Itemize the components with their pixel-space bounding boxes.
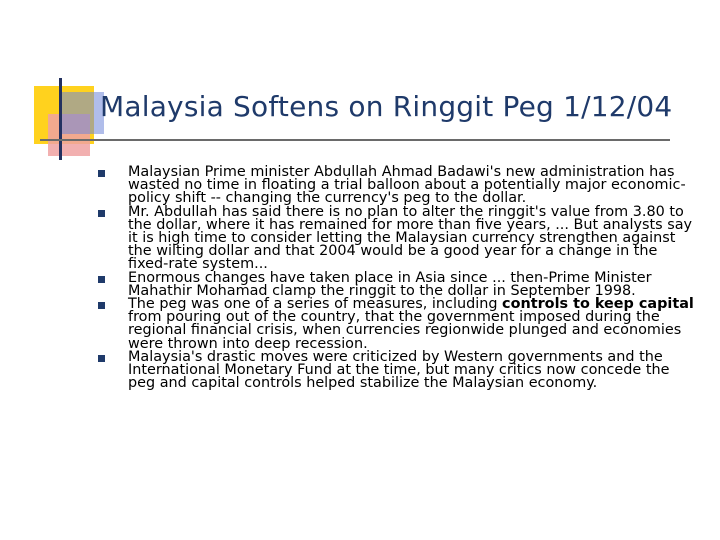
bullet-item xyxy=(98,269,694,299)
square-bullet-icon xyxy=(98,170,105,177)
bullet-text: Malaysian Prime minister Abdullah Ahmad Badawi's new administration has wasted no time in floating a trial balloon about a potentially major economic-policy shift -- changing the currency's peg to the dollar. xyxy=(128,164,686,207)
bullet-text: Malaysia's drastic moves were criticized by Western governments and the International Monetary Fund at the time, but many critics now concede the peg and capital controls helped stabilize the Malaysian economy. xyxy=(128,348,670,392)
bullet-text-start: The peg was one of a series of measures, including xyxy=(128,296,503,313)
bullet-item xyxy=(98,166,694,206)
bullet-item xyxy=(98,348,694,392)
decor-vertical-line xyxy=(59,78,62,160)
bullet-text: Mr. Abdullah has said there is no plan to alter the ringgit's value from 3.80 to the dollar, where it has remained for more than five years, ... But analysts say it is high time to consider letting the Malaysian currency strengthen against the wilting dollar and that 2004 would be a good year for a change in the fixed-rate system... xyxy=(128,203,693,273)
bullet-list xyxy=(98,166,694,390)
bullet-item xyxy=(98,298,694,351)
bullet-text-bold: controls to keep capital xyxy=(502,296,694,313)
bullet-text: Enormous changes have taken place in Asia since ... then-Prime Minister Mahathir Mohamad clamp the ringgit to the dollar in September 1998. xyxy=(128,269,652,299)
decor-blue-square xyxy=(60,92,104,134)
title-underline xyxy=(40,139,670,141)
slide-title: Malaysia Softens on Ringgit Peg 1/12/04 xyxy=(100,90,673,123)
square-bullet-icon xyxy=(98,355,105,362)
bullet-text-end: from pouring out of the country, that the government imposed during the regional financial crisis, when currencies regionwide plunged and economies were thrown into deep recession. xyxy=(128,309,682,352)
square-bullet-icon xyxy=(98,210,105,217)
bullet-item xyxy=(98,203,694,273)
square-bullet-icon xyxy=(98,302,105,309)
square-bullet-icon xyxy=(98,276,105,283)
